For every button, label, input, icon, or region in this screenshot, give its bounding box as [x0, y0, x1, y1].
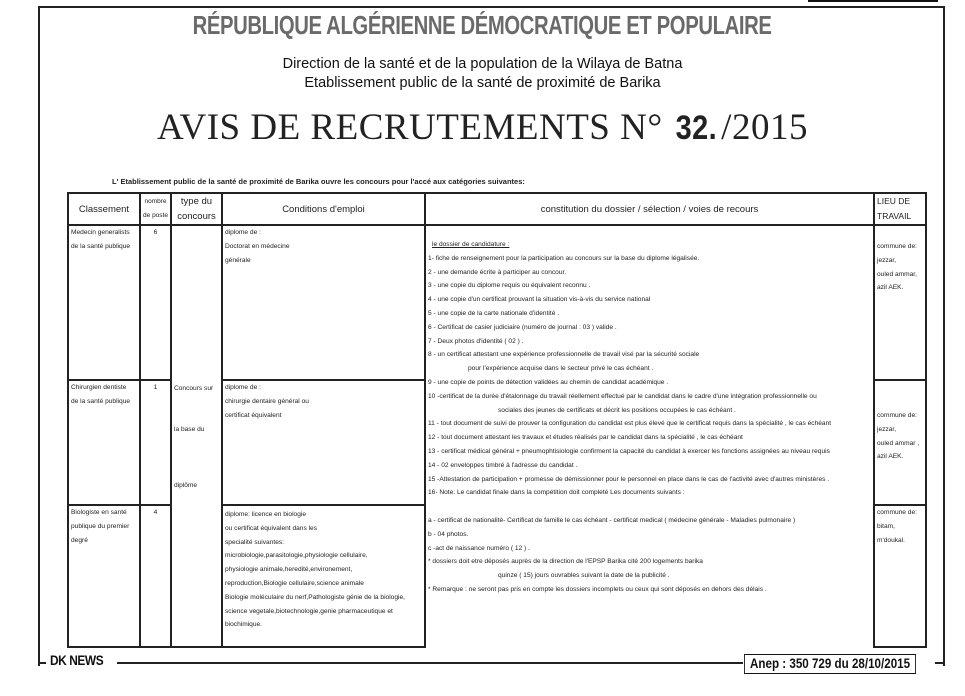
lieu-line: azil AEK. [877, 284, 904, 292]
classement-cell [68, 380, 140, 505]
conditions-line: diplome: licence en biologie [225, 511, 307, 518]
conditions-line: physiologie animale,heredité,environement, [225, 566, 353, 574]
dossier-item: sociales des jeunes de certificats et décrit les positions occupées le cas échéant . [498, 406, 736, 414]
classement-cell [68, 505, 140, 647]
dossier-item: 10 -certificat de la durée d'étalonnage du travail réellement effectué par le candidat dans le cadre d'une intégration professionnelle ou [428, 392, 817, 400]
lieu-line: commune de: [877, 412, 917, 419]
dossier-item: 15 -Attestation de participation + promesse de démissionner pour le personnel en place dans le cas de l'activité avec d'autres ministères . [428, 475, 830, 483]
dossier-item: pour l'expérience acquise dans le secteur privé le cas échéant . [468, 365, 654, 373]
header-lieu-line: LIEU DE [877, 196, 911, 206]
dossier-item: 6 - Certificat de casier judiciaire (numéro de journal : 03 ) valide . [428, 323, 617, 331]
lieu-line: jezzar, [877, 256, 897, 264]
dossier-heading: le dossier de candidature : [432, 241, 510, 248]
dossier-cell [425, 225, 874, 647]
spacer [174, 396, 219, 410]
lieu-line: ouled ammar , [877, 439, 920, 447]
type-line: la base du [174, 426, 205, 434]
dossier-item: 4 - une copie d'un certificat prouvant la situation vis-à-vis du service national [428, 296, 651, 304]
lieu-line: commune de: [877, 243, 917, 250]
type-line: Concours sur [174, 385, 214, 392]
spacer [174, 451, 219, 465]
spacer [174, 437, 219, 451]
conditions-line: chirurgie dentaire général ou [225, 397, 309, 405]
dossier-item: 11 - tout document de suivi de prouver la configuration du candidat est plus élevé que le certificat requis dans la spécialité , le cas échéant [428, 420, 832, 428]
conditions-line: ou certificat équivalent dans les [225, 524, 318, 532]
republic-text: RÉPUBLIQUE ALGÉRIENNE DÉMOCRATIQUE ET POPULAIRE [193, 10, 772, 40]
classement-line: de la santé publique [71, 397, 131, 405]
dossier-item: 13 - certificat médical général + pneumophtisiologie confirment la capacité du candidat à exercer les fonctions assignées au niveau requis [428, 447, 830, 455]
classement-cell [68, 225, 140, 380]
lieu-line: m'doukal. [877, 536, 906, 544]
classement-line: degré [71, 536, 88, 544]
lieu-line: jezzar, [877, 425, 897, 433]
notice-title [0, 106, 965, 149]
header-type [171, 193, 222, 225]
dossier-item: c -act de naissance numéro ( 12 ) . [428, 544, 530, 552]
header-nombre [140, 193, 171, 225]
dossier-item: 7 - Deux photos d'identité ( 02 ) . [428, 337, 524, 345]
header-nombre-line: nombre [144, 198, 167, 205]
lieu-line: azil AEK. [877, 453, 904, 461]
dossier-item: 2 - une demande écrite à participer au concour. [428, 268, 567, 276]
lieu-line: commune de: [877, 509, 917, 516]
conditions-line: science vegetale,biotechnologie,genie pharmaceutique et [225, 607, 393, 615]
frame-rule [38, 662, 46, 664]
conditions-line: specialité suivantes: [225, 538, 285, 546]
publisher-label: DK NEWS [50, 652, 104, 668]
lieu-cell [874, 380, 926, 505]
table-row [68, 225, 926, 380]
dossier-item: 3 - une copie du diplome requis ou équivalent reconnu . [428, 282, 591, 290]
lieu-line: bitam, [877, 522, 895, 530]
conditions-line: reproduction,Biologie cellulaire,science animale [225, 579, 364, 587]
anep-reference: Anep : 350 729 du 28/10/2015 [744, 654, 916, 674]
classement-line: publique du premier [71, 522, 130, 530]
spacer [174, 410, 219, 424]
header-type-line: concours [177, 211, 216, 222]
dossier-item: a - certificat de nationalité- Certificat de famille le cas échéant - certificat medical ( médecine générale - Maladies pulmonaire ) [428, 516, 796, 524]
conditions-line: diplome de : [225, 384, 261, 391]
dossier-item: * Remarque : ne seront pas pris en compte les dossiers incomplets ou ceux qui sont déposés en dehors des délais . [428, 585, 767, 593]
direction-line: Direction de la santé et de la population de la Wilaya de Batna [282, 56, 683, 72]
conditions-line: microbiologie,parasitologie,physiologie cellulaire, [225, 552, 368, 560]
dossier-item: 8 - un certificat attestant une expérience professionnelle de travail visé par la sécurité sociale [428, 351, 700, 359]
type-cell [171, 505, 222, 647]
dossier-item: 5 - une copie de la carte nationale d'identité . [428, 309, 560, 317]
dossier-item: 9 - une copie de points de détection validées au chemin de candidat académique . [428, 378, 669, 386]
spacer [174, 465, 219, 479]
lieu-line: ouled ammar, [877, 270, 917, 278]
dossier-item: 1- fiche de renseignement pour la participation au concours sur la base du diplome légalisée. [428, 254, 700, 262]
nombre-cell: 4 [140, 505, 171, 647]
classement-line: Medecin generalists [71, 229, 130, 236]
frame-rule [935, 662, 943, 664]
recruitment-table [67, 192, 927, 648]
dossier-item: b - 04 photos. [428, 530, 469, 538]
title-number: 32. [676, 109, 718, 147]
conditions-line: certificat équivalent [225, 411, 282, 419]
header-lieu-line: TRAVAIL [877, 211, 912, 221]
header-lieu [874, 193, 926, 225]
header-type-line: type du [180, 196, 213, 207]
conditions-cell [222, 225, 425, 380]
dossier-item: quinze ( 15) jours ouvrables suivant la date de la publicité . [498, 572, 670, 580]
table-header-row [68, 193, 926, 225]
dossier-item: * dossiers doit etre déposés auprès de la direction de l'EPSP Barika cité 200 logements barika [428, 558, 703, 566]
dossier-item: 12 - tout document attestant les travaux et études réalisés par le candidat dans la spécialité , le cas échéant [428, 434, 743, 442]
type-line: diplôme [174, 481, 198, 489]
conditions-cell [222, 380, 425, 505]
dossier-item: 14 - 02 enveloppes timbré à l'adresse du candidat . [428, 461, 578, 469]
lieu-cell [874, 505, 926, 647]
header-nombre-line: de poste [143, 212, 168, 219]
title-prefix: AVIS DE RECRUTEMENTS N° [157, 107, 663, 148]
header-conditions: Conditions d'emploi [222, 193, 425, 225]
conditions-line: Biologie moléculaire du nerf,Pathologiste génie de la biologie, [225, 593, 405, 601]
type-cell [171, 225, 222, 380]
classement-line: Biologiste en santé [71, 509, 127, 516]
conditions-line: diplome de : [225, 229, 261, 236]
title-year: /2015 [721, 107, 808, 148]
classement-line: Chirurgien dentiste [71, 384, 127, 391]
spacer [428, 500, 871, 514]
establishment-line: Etablissement public de la santé de proximité de Barika [304, 75, 661, 91]
intro-text: L' Etablissement public de la santé de proximité de Barika ouvre les concours pour l'accé aux catégories suivantes: [112, 177, 525, 186]
conditions-line: Doctorat en médecine [225, 242, 290, 250]
nombre-cell: 6 [140, 225, 171, 380]
frame-rule [117, 662, 743, 664]
classement-line: de la santé publique [71, 242, 131, 250]
republic-heading [0, 10, 965, 41]
dossier-item: 16- Note: Le candidat finale dans la compétition doit completé Les documents suivants : [428, 489, 685, 497]
header-classement: Classement [68, 193, 140, 225]
header-constitution: constitution du dossier / sélection / voies de recours [425, 193, 874, 225]
nombre-cell: 1 [140, 380, 171, 505]
conditions-cell [222, 505, 425, 647]
type-cell [171, 380, 222, 505]
lieu-cell [874, 225, 926, 380]
top-rule [808, 0, 938, 2]
conditions-line: biochimique. [225, 621, 263, 629]
conditions-line: générale [225, 256, 251, 264]
